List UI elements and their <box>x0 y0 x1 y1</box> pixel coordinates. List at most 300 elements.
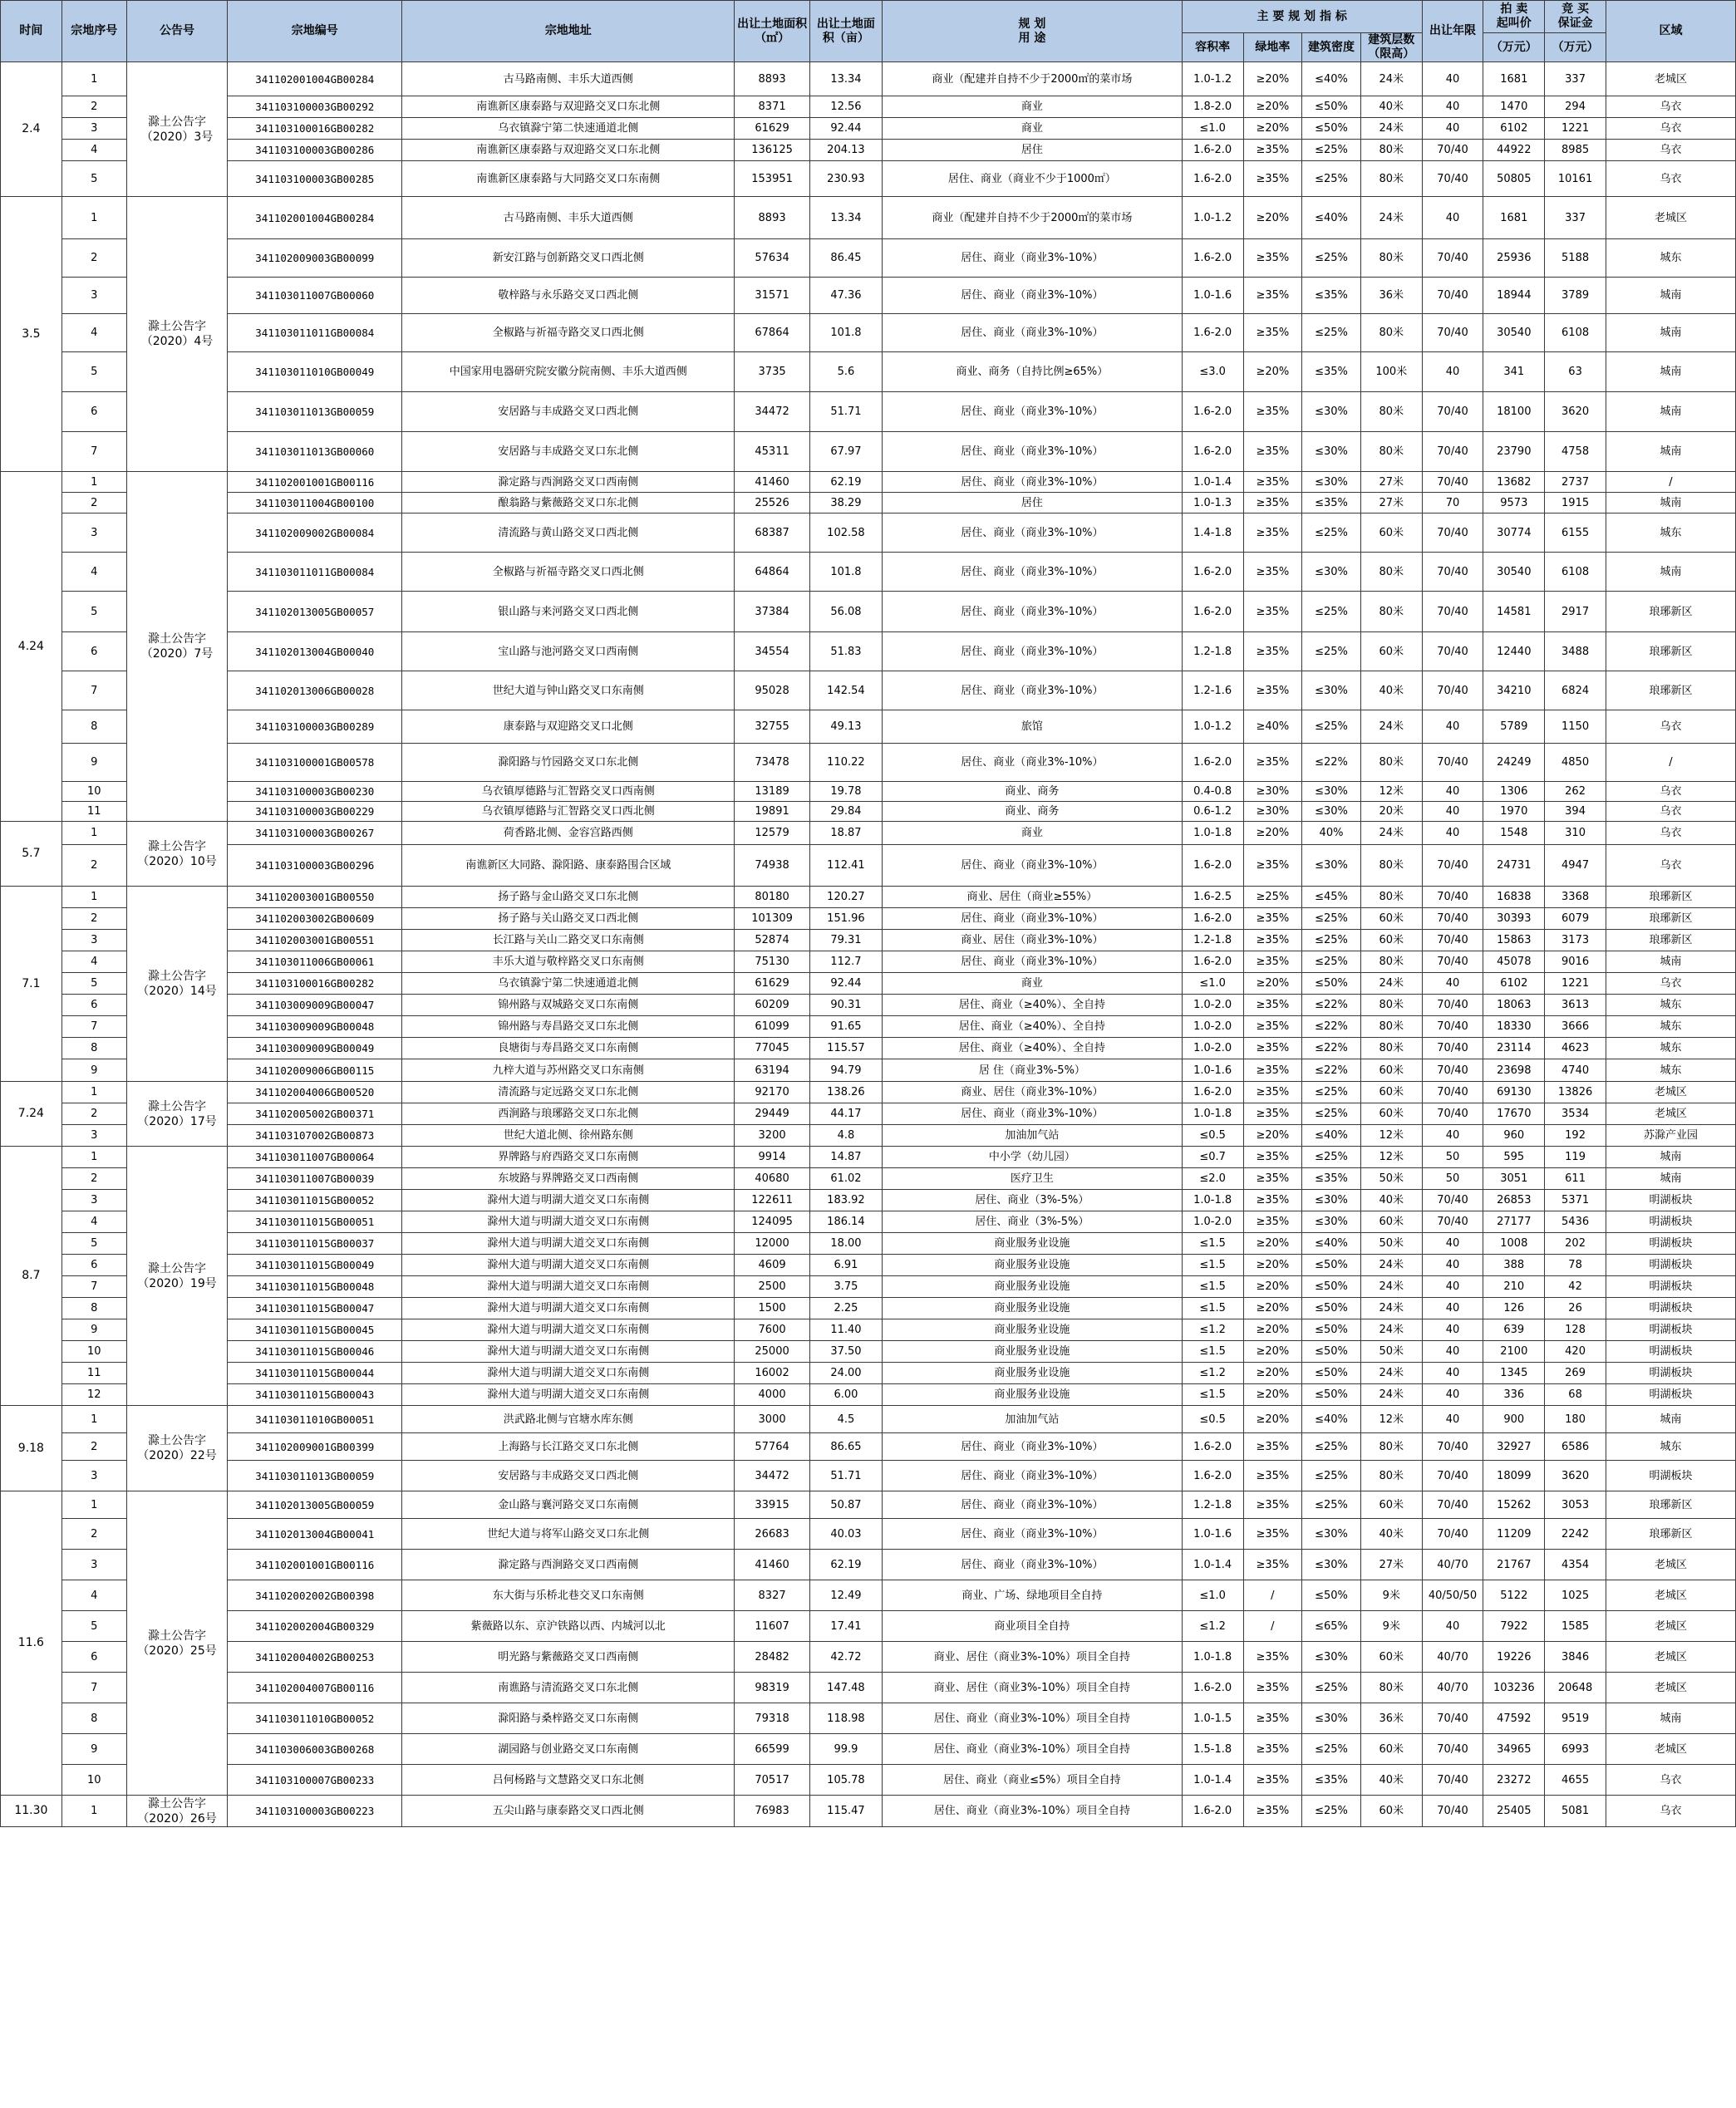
cell-height: 9米 <box>1360 1611 1422 1642</box>
cell-parcel-id: 341103011007GB00064 <box>228 1147 402 1168</box>
cell-height: 50米 <box>1360 1233 1422 1255</box>
cell-green: ≥35% <box>1243 1461 1302 1491</box>
cell-term: 70/40 <box>1422 472 1483 493</box>
cell-area-mu: 115.57 <box>809 1038 882 1059</box>
cell-region: 城南 <box>1606 1168 1735 1190</box>
cell-far: 1.0-1.4 <box>1182 472 1243 493</box>
cell-region: 明湖板块 <box>1606 1461 1735 1491</box>
cell-area-mu: 62.19 <box>809 472 882 493</box>
table-row <box>1 96 1736 118</box>
cell-area-mu: 183.92 <box>809 1190 882 1211</box>
cell-far: 1.0-1.6 <box>1182 278 1243 314</box>
cell-parcel-id: 341103100001GB00578 <box>228 744 402 782</box>
cell-parcel-id: 341103011015GB00051 <box>228 1211 402 1233</box>
cell-parcel-id: 341103100016GB00282 <box>228 118 402 140</box>
table-row <box>1 710 1736 744</box>
cell-start-price: 1345 <box>1483 1363 1545 1384</box>
cell-area-m2: 8371 <box>735 96 809 118</box>
cell-parcel-id: 341103100003GB00292 <box>228 96 402 118</box>
cell-area-m2: 57764 <box>735 1433 809 1461</box>
cell-area-m2: 37384 <box>735 592 809 632</box>
cell-use: 商业 <box>883 822 1183 845</box>
table-row <box>1 1765 1736 1796</box>
cell-use: 居 住（商业3%-5%） <box>883 1059 1183 1082</box>
cell-address: 滁阳路与桑梓路交叉口东南侧 <box>402 1703 735 1734</box>
cell-use: 商业服务业设施 <box>883 1298 1183 1319</box>
cell-term: 70/40 <box>1422 908 1483 930</box>
cell-area-m2: 98319 <box>735 1673 809 1703</box>
cell-far: 1.6-2.0 <box>1182 1433 1243 1461</box>
cell-term: 40 <box>1422 1319 1483 1341</box>
cell-area-mu: 115.47 <box>809 1796 882 1827</box>
cell-start-price: 16838 <box>1483 887 1545 908</box>
cell-green: ≥35% <box>1243 1796 1302 1827</box>
cell-area-mu: 110.22 <box>809 744 882 782</box>
cell-deposit: 9519 <box>1545 1703 1606 1734</box>
cell-parcel-id: 341102001001GB00116 <box>228 472 402 493</box>
cell-term: 70/40 <box>1422 1703 1483 1734</box>
cell-area-mu: 86.45 <box>809 239 882 278</box>
cell-seq: 1 <box>61 1796 126 1827</box>
cell-address: 南谯路与清流路交叉口东北侧 <box>402 1673 735 1703</box>
cell-region: 城东 <box>1606 995 1735 1016</box>
cell-far: 1.6-2.0 <box>1182 1082 1243 1103</box>
cell-area-m2: 3735 <box>735 352 809 392</box>
cell-deposit: 68 <box>1545 1384 1606 1406</box>
cell-start-price: 18100 <box>1483 392 1545 432</box>
header-time: 时间 <box>1 1 62 62</box>
cell-parcel-id: 341102001004GB00284 <box>228 62 402 96</box>
cell-seq: 7 <box>61 1276 126 1298</box>
cell-area-m2: 79318 <box>735 1703 809 1734</box>
cell-area-m2: 40680 <box>735 1168 809 1190</box>
cell-area-m2: 41460 <box>735 1550 809 1580</box>
cell-far: 1.0-1.6 <box>1182 1519 1243 1550</box>
cell-far: 1.2-1.8 <box>1182 632 1243 671</box>
cell-density: ≤45% <box>1302 887 1361 908</box>
cell-density: ≤30% <box>1302 392 1361 432</box>
cell-address: 滁州大道与明湖大道交叉口东南侧 <box>402 1384 735 1406</box>
cell-far: 1.0-1.2 <box>1182 62 1243 96</box>
header-height: 建筑层数（限高） <box>1360 33 1422 62</box>
cell-area-mu: 147.48 <box>809 1673 882 1703</box>
cell-term: 40 <box>1422 352 1483 392</box>
cell-far: 1.0-2.0 <box>1182 1038 1243 1059</box>
cell-start-price: 24731 <box>1483 845 1545 887</box>
cell-notice: 滁土公告字（2020）7号 <box>126 472 228 822</box>
cell-area-mu: 151.96 <box>809 908 882 930</box>
cell-height: 80米 <box>1360 161 1422 197</box>
cell-height: 24米 <box>1360 822 1422 845</box>
cell-region: 乌衣 <box>1606 973 1735 995</box>
cell-start-price: 639 <box>1483 1319 1545 1341</box>
cell-address: 乌衣镇厚德路与汇智路交叉口西南侧 <box>402 782 735 802</box>
table-row <box>1 1550 1736 1580</box>
cell-density: ≤30% <box>1302 802 1361 822</box>
cell-parcel-id: 341103100003GB00230 <box>228 782 402 802</box>
cell-address: 东坡路与界牌路交叉口西南侧 <box>402 1168 735 1190</box>
cell-region: 明湖板块 <box>1606 1384 1735 1406</box>
cell-seq: 2 <box>61 908 126 930</box>
cell-area-mu: 17.41 <box>809 1611 882 1642</box>
cell-address: 安居路与丰成路交叉口西北侧 <box>402 392 735 432</box>
cell-parcel-id: 341102004006GB00520 <box>228 1082 402 1103</box>
table-row <box>1 1580 1736 1611</box>
cell-term: 70/40 <box>1422 951 1483 973</box>
cell-use: 居住、商业（商业3%-10%） <box>883 951 1183 973</box>
cell-region: 城南 <box>1606 951 1735 973</box>
cell-address: 洪武路北侧与官塘水库东侧 <box>402 1406 735 1433</box>
cell-seq: 4 <box>61 951 126 973</box>
cell-far: ≤1.2 <box>1182 1319 1243 1341</box>
cell-density: ≤30% <box>1302 1211 1361 1233</box>
cell-deposit: 3053 <box>1545 1491 1606 1519</box>
cell-far: 1.6-2.0 <box>1182 744 1243 782</box>
cell-use: 商业 <box>883 96 1183 118</box>
cell-address: 滁州大道与明湖大道交叉口东南侧 <box>402 1233 735 1255</box>
cell-far: ≤0.5 <box>1182 1406 1243 1433</box>
cell-height: 24米 <box>1360 710 1422 744</box>
cell-deposit: 3173 <box>1545 930 1606 951</box>
cell-region: 乌衣 <box>1606 1796 1735 1827</box>
cell-area-m2: 61629 <box>735 973 809 995</box>
cell-region: 城南 <box>1606 1406 1735 1433</box>
cell-start-price: 11209 <box>1483 1519 1545 1550</box>
cell-area-mu: 91.65 <box>809 1016 882 1038</box>
cell-start-price: 1548 <box>1483 822 1545 845</box>
cell-density: ≤50% <box>1302 118 1361 140</box>
cell-use: 居住、商业（商业3%-10%） <box>883 314 1183 352</box>
cell-seq: 1 <box>61 197 126 239</box>
cell-address: 滁州大道与明湖大道交叉口东南侧 <box>402 1190 735 1211</box>
cell-region: 乌衣 <box>1606 96 1735 118</box>
cell-region: 老城区 <box>1606 1734 1735 1765</box>
cell-address: 荷香路北侧、金容宫路西侧 <box>402 822 735 845</box>
cell-address: 南谯新区大同路、滁阳路、康泰路围合区域 <box>402 845 735 887</box>
cell-height: 60米 <box>1360 1796 1422 1827</box>
cell-height: 80米 <box>1360 140 1422 161</box>
table-row <box>1 1059 1736 1082</box>
cell-density: ≤30% <box>1302 1703 1361 1734</box>
header-region: 区域 <box>1606 1 1735 62</box>
cell-term: 70/40 <box>1422 887 1483 908</box>
header-density: 建筑密度 <box>1302 33 1361 62</box>
cell-address: 滁定路与西涧路交叉口西南侧 <box>402 1550 735 1580</box>
cell-start-price: 19226 <box>1483 1642 1545 1673</box>
cell-area-mu: 49.13 <box>809 710 882 744</box>
cell-far: 1.2-1.8 <box>1182 930 1243 951</box>
cell-height: 80米 <box>1360 392 1422 432</box>
cell-density: ≤35% <box>1302 1168 1361 1190</box>
cell-deposit: 180 <box>1545 1406 1606 1433</box>
cell-far: ≤1.0 <box>1182 1580 1243 1611</box>
cell-density: ≤50% <box>1302 973 1361 995</box>
cell-area-m2: 95028 <box>735 671 809 710</box>
cell-term: 70/40 <box>1422 553 1483 592</box>
cell-term: 70/40 <box>1422 592 1483 632</box>
cell-far: ≤1.5 <box>1182 1276 1243 1298</box>
cell-green: ≥20% <box>1243 1341 1302 1363</box>
cell-deposit: 3368 <box>1545 887 1606 908</box>
cell-area-mu: 40.03 <box>809 1519 882 1550</box>
cell-green: ≥35% <box>1243 1190 1302 1211</box>
cell-green: ≥35% <box>1243 314 1302 352</box>
cell-area-m2: 34554 <box>735 632 809 671</box>
cell-area-m2: 67864 <box>735 314 809 352</box>
cell-far: 1.8-2.0 <box>1182 96 1243 118</box>
cell-area-m2: 73478 <box>735 744 809 782</box>
cell-seq: 1 <box>61 1491 126 1519</box>
cell-area-mu: 120.27 <box>809 887 882 908</box>
table-row <box>1 973 1736 995</box>
cell-region: 老城区 <box>1606 1550 1735 1580</box>
cell-start-price: 30540 <box>1483 314 1545 352</box>
cell-area-m2: 64864 <box>735 553 809 592</box>
table-row <box>1 392 1736 432</box>
cell-parcel-id: 341103011010GB00049 <box>228 352 402 392</box>
cell-far: 1.6-2.0 <box>1182 845 1243 887</box>
cell-area-mu: 47.36 <box>809 278 882 314</box>
cell-deposit: 310 <box>1545 822 1606 845</box>
cell-seq: 4 <box>61 1211 126 1233</box>
cell-region: 老城区 <box>1606 1642 1735 1673</box>
cell-deposit: 13826 <box>1545 1082 1606 1103</box>
cell-term: 70/40 <box>1422 845 1483 887</box>
cell-address: 宝山路与池河路交叉口西南侧 <box>402 632 735 671</box>
cell-region: 琅琊新区 <box>1606 671 1735 710</box>
cell-seq: 2 <box>61 1433 126 1461</box>
cell-parcel-id: 341103009009GB00048 <box>228 1016 402 1038</box>
cell-area-m2: 1500 <box>735 1298 809 1319</box>
table-row <box>1 161 1736 197</box>
cell-start-price: 9573 <box>1483 493 1545 513</box>
cell-area-mu: 38.29 <box>809 493 882 513</box>
cell-area-m2: 101309 <box>735 908 809 930</box>
cell-deposit: 4354 <box>1545 1550 1606 1580</box>
cell-address: 湖园路与创业路交叉口东南侧 <box>402 1734 735 1765</box>
cell-area-mu: 92.44 <box>809 118 882 140</box>
cell-use: 商业、商务 <box>883 782 1183 802</box>
cell-area-m2: 76983 <box>735 1796 809 1827</box>
cell-height: 80米 <box>1360 1673 1422 1703</box>
cell-address: 滁州大道与明湖大道交叉口东南侧 <box>402 1255 735 1276</box>
cell-seq: 1 <box>61 1082 126 1103</box>
cell-height: 60米 <box>1360 1059 1422 1082</box>
cell-address: 新安江路与创新路交叉口西北侧 <box>402 239 735 278</box>
cell-green: ≥40% <box>1243 710 1302 744</box>
table-row <box>1 1673 1736 1703</box>
cell-area-m2: 32755 <box>735 710 809 744</box>
cell-address: 扬子路与关山路交叉口西北侧 <box>402 908 735 930</box>
cell-far: 1.6-2.0 <box>1182 1796 1243 1827</box>
cell-far: 1.5-1.8 <box>1182 1734 1243 1765</box>
cell-seq: 5 <box>61 592 126 632</box>
cell-green: ≥30% <box>1243 782 1302 802</box>
cell-deposit: 2737 <box>1545 472 1606 493</box>
cell-height: 60米 <box>1360 1734 1422 1765</box>
cell-green: ≥35% <box>1243 1103 1302 1125</box>
cell-green: ≥35% <box>1243 553 1302 592</box>
cell-region: 城东 <box>1606 239 1735 278</box>
cell-notice: 滁土公告字（2020）26号 <box>126 1796 228 1827</box>
cell-start-price: 18330 <box>1483 1016 1545 1038</box>
cell-height: 24米 <box>1360 1298 1422 1319</box>
cell-density: ≤35% <box>1302 493 1361 513</box>
cell-height: 24米 <box>1360 197 1422 239</box>
cell-region: 乌衣 <box>1606 118 1735 140</box>
cell-start-price: 34210 <box>1483 671 1545 710</box>
cell-use: 加油加气站 <box>883 1406 1183 1433</box>
cell-area-mu: 51.71 <box>809 1461 882 1491</box>
cell-use: 商业、居住（商业≥55%） <box>883 887 1183 908</box>
cell-use: 商业（配建并自持不少于2000㎡的菜市场 <box>883 62 1183 96</box>
cell-density: 40% <box>1302 822 1361 845</box>
cell-far: 1.0-1.8 <box>1182 822 1243 845</box>
cell-green: ≥35% <box>1243 1038 1302 1059</box>
cell-seq: 3 <box>61 1125 126 1147</box>
cell-far: 1.0-1.6 <box>1182 1059 1243 1082</box>
cell-region: 明湖板块 <box>1606 1363 1735 1384</box>
cell-use: 居住、商业（商业3%-10%） <box>883 392 1183 432</box>
cell-green: ≥35% <box>1243 513 1302 553</box>
cell-density: ≤50% <box>1302 1363 1361 1384</box>
cell-green: ≥35% <box>1243 1642 1302 1673</box>
cell-term: 70/40 <box>1422 1461 1483 1491</box>
header-green: 绿地率 <box>1243 33 1302 62</box>
cell-seq: 1 <box>61 822 126 845</box>
cell-deposit: 1915 <box>1545 493 1606 513</box>
cell-seq: 1 <box>61 887 126 908</box>
cell-seq: 8 <box>61 1703 126 1734</box>
cell-area-mu: 5.6 <box>809 352 882 392</box>
cell-start-price: 23114 <box>1483 1038 1545 1059</box>
cell-density: ≤30% <box>1302 1519 1361 1550</box>
cell-term: 70/40 <box>1422 1796 1483 1827</box>
cell-height: 12米 <box>1360 782 1422 802</box>
cell-seq: 2 <box>61 493 126 513</box>
header-area-mu: 出让土地面积（亩） <box>809 1 882 62</box>
cell-seq: 2 <box>61 1168 126 1190</box>
table-row <box>1 995 1736 1016</box>
cell-start-price: 6102 <box>1483 973 1545 995</box>
cell-parcel-id: 341103011013GB00060 <box>228 432 402 472</box>
cell-area-m2: 124095 <box>735 1211 809 1233</box>
cell-green: ≥35% <box>1243 930 1302 951</box>
cell-start-price: 27177 <box>1483 1211 1545 1233</box>
cell-seq: 6 <box>61 1255 126 1276</box>
cell-region: 琅琊新区 <box>1606 632 1735 671</box>
cell-green: ≥35% <box>1243 1519 1302 1550</box>
cell-address: 银山路与来河路交叉口西北侧 <box>402 592 735 632</box>
cell-start-price: 24249 <box>1483 744 1545 782</box>
cell-far: 1.0-1.3 <box>1182 493 1243 513</box>
table-row <box>1 1211 1736 1233</box>
cell-term: 70/40 <box>1422 632 1483 671</box>
cell-deposit: 202 <box>1545 1233 1606 1255</box>
cell-address: 扬子路与金山路交叉口东北侧 <box>402 887 735 908</box>
cell-region: 明湖板块 <box>1606 1276 1735 1298</box>
cell-use: 商业、居住（商业3%-10%） <box>883 930 1183 951</box>
cell-height: 80米 <box>1360 1433 1422 1461</box>
cell-deposit: 4623 <box>1545 1038 1606 1059</box>
cell-far: 0.6-1.2 <box>1182 802 1243 822</box>
cell-seq: 5 <box>61 973 126 995</box>
cell-area-mu: 99.9 <box>809 1734 882 1765</box>
cell-notice: 滁土公告字（2020）4号 <box>126 197 228 472</box>
cell-height: 60米 <box>1360 1211 1422 1233</box>
cell-height: 36米 <box>1360 278 1422 314</box>
cell-deposit: 4758 <box>1545 432 1606 472</box>
table-row <box>1 118 1736 140</box>
cell-start-price: 25936 <box>1483 239 1545 278</box>
cell-density: ≤50% <box>1302 96 1361 118</box>
cell-term: 70/40 <box>1422 392 1483 432</box>
cell-deposit: 3620 <box>1545 1461 1606 1491</box>
cell-term: 40 <box>1422 118 1483 140</box>
cell-deposit: 63 <box>1545 352 1606 392</box>
cell-term: 70/40 <box>1422 1103 1483 1125</box>
cell-seq: 11 <box>61 802 126 822</box>
cell-area-m2: 122611 <box>735 1190 809 1211</box>
cell-address: 中国家用电器研究院安徽分院南侧、丰乐大道西侧 <box>402 352 735 392</box>
cell-seq: 3 <box>61 930 126 951</box>
cell-address: 清流路与黄山路交叉口西北侧 <box>402 513 735 553</box>
cell-area-mu: 44.17 <box>809 1103 882 1125</box>
cell-deposit: 9016 <box>1545 951 1606 973</box>
cell-far: 1.2-1.8 <box>1182 1491 1243 1519</box>
cell-deposit: 611 <box>1545 1168 1606 1190</box>
cell-parcel-id: 341103011011GB00084 <box>228 553 402 592</box>
cell-deposit: 6586 <box>1545 1433 1606 1461</box>
cell-use: 加油加气站 <box>883 1125 1183 1147</box>
cell-green: ≥35% <box>1243 995 1302 1016</box>
cell-seq: 2 <box>61 845 126 887</box>
cell-parcel-id: 341103011015GB00045 <box>228 1319 402 1341</box>
cell-region: 琅琊新区 <box>1606 887 1735 908</box>
cell-term: 70/40 <box>1422 1038 1483 1059</box>
cell-address: 滁定路与西涧路交叉口西南侧 <box>402 472 735 493</box>
cell-deposit: 5188 <box>1545 239 1606 278</box>
cell-address: 清流路与定远路交叉口东北侧 <box>402 1082 735 1103</box>
cell-far: 1.6-2.0 <box>1182 951 1243 973</box>
cell-address: 乌衣镇滁宁第二快速通道北侧 <box>402 973 735 995</box>
cell-area-m2: 61099 <box>735 1016 809 1038</box>
cell-region: 城东 <box>1606 513 1735 553</box>
table-row <box>1 887 1736 908</box>
cell-area-mu: 12.49 <box>809 1580 882 1611</box>
cell-region: 老城区 <box>1606 62 1735 96</box>
cell-height: 60米 <box>1360 513 1422 553</box>
table-row <box>1 1406 1736 1433</box>
cell-seq: 9 <box>61 1319 126 1341</box>
cell-address: 南谯新区康泰路与双迎路交叉口东北侧 <box>402 96 735 118</box>
table-row <box>1 1433 1736 1461</box>
cell-green: ≥35% <box>1243 1550 1302 1580</box>
cell-seq: 7 <box>61 1016 126 1038</box>
cell-start-price: 210 <box>1483 1276 1545 1298</box>
cell-region: 城南 <box>1606 553 1735 592</box>
cell-density: ≤50% <box>1302 1255 1361 1276</box>
cell-address: 滁州大道与明湖大道交叉口东南侧 <box>402 1341 735 1363</box>
table-row <box>1 1082 1736 1103</box>
table-row <box>1 1461 1736 1491</box>
cell-height: 80米 <box>1360 239 1422 278</box>
cell-height: 80米 <box>1360 887 1422 908</box>
cell-height: 100米 <box>1360 352 1422 392</box>
cell-area-mu: 13.34 <box>809 197 882 239</box>
cell-height: 40米 <box>1360 1519 1422 1550</box>
cell-seq: 9 <box>61 1059 126 1082</box>
